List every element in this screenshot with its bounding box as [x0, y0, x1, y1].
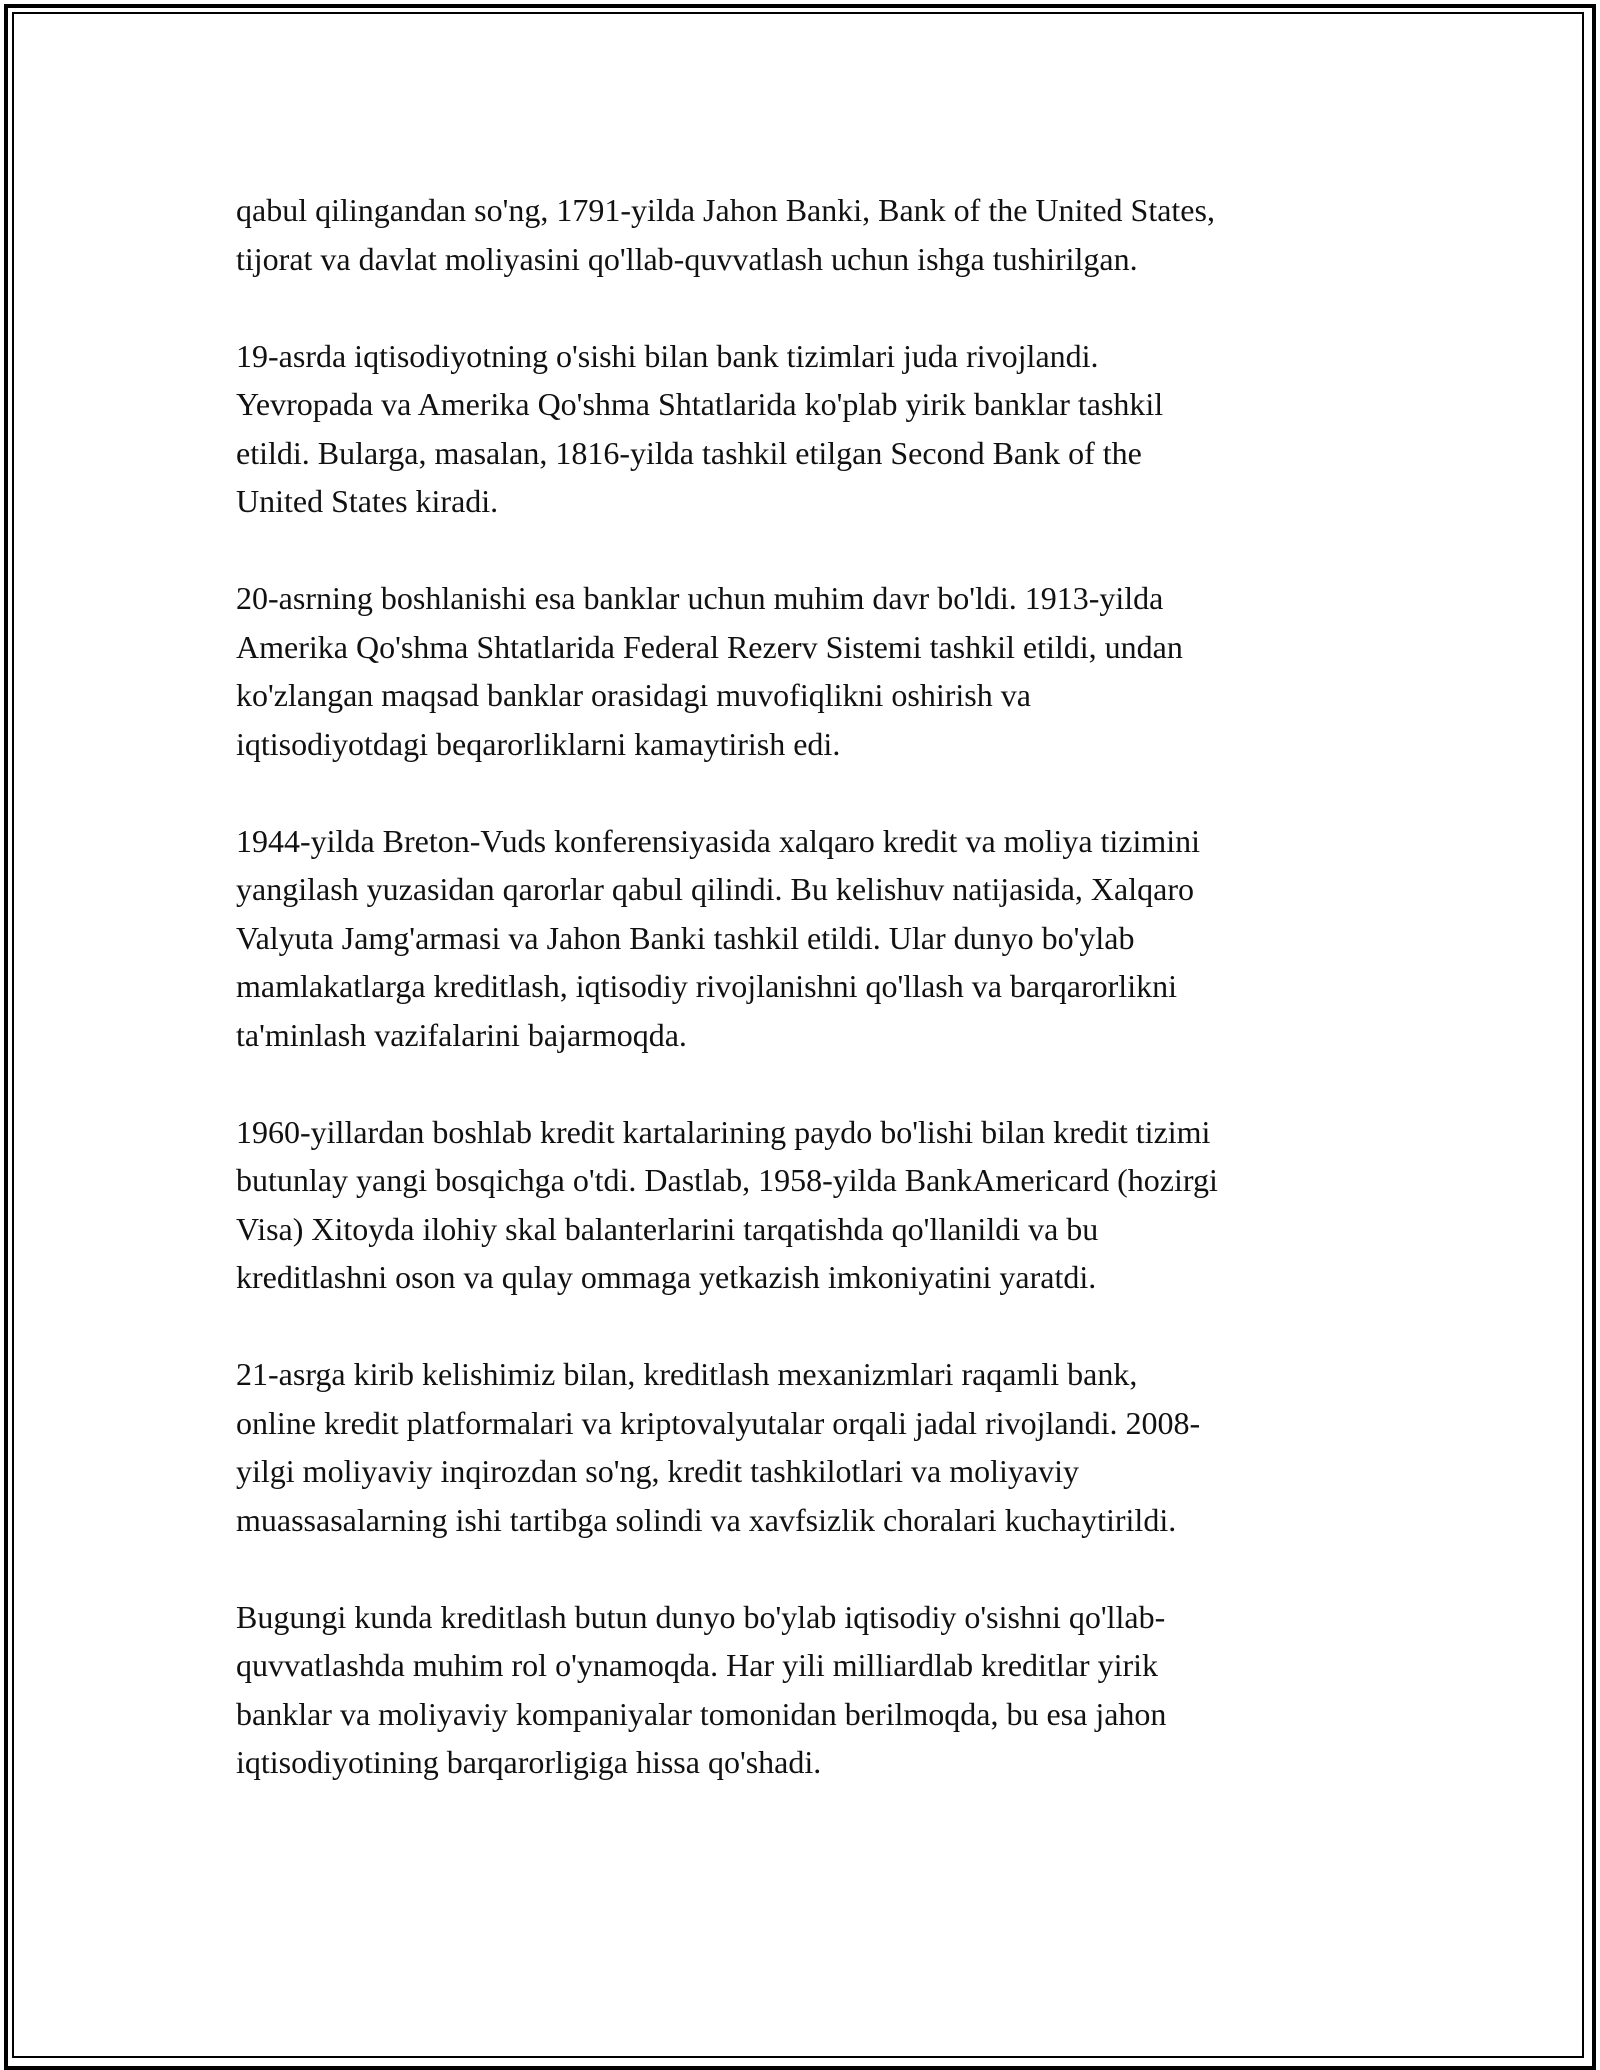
paragraph-6: 21-asrga kirib kelishimiz bilan, kreditlash mexanizmlari raqamli bank, online kredit platformalari va kriptovalyutalar orqali jadal rivojlandi. 2008- yilgi moliyaviy inqirozdan so'ng, kredit tashkilotlari va moliyaviy muassasalarning ishi tartibga solindi va xavfsizlik choralari kuchaytirildi.: [236, 1356, 1201, 1538]
document-body: [236, 186, 1376, 1835]
paragraph-3: 20-asrning boshlanishi esa banklar uchun muhim davr bo'ldi. 1913-yilda Amerika Qo'shma Shtatlarida Federal Rezerv Sistemi tashkil etildi, undan ko'zlangan maqsad banklar orasidagi muvofiqlikni oshirish va iqtisodiyotdagi beqarorliklarni kamaytirish edi.: [236, 580, 1183, 762]
paragraph-2: 19-asrda iqtisodiyotning o'sishi bilan bank tizimlari juda rivojlandi. Yevropada va Amerika Qo'shma Shtatlarida ko'plab yirik banklar tashkil etildi. Bularga, masalan, 1816-yilda tashkil etilgan Second Bank of the United States kiradi.: [236, 337, 1164, 519]
paragraph-1: qabul qilingandan so'ng, 1791-yilda Jahon Banki, Bank of the United States, tijorat va davlat moliyasini qo'llab-quvvatlash uchun ishga tushirilgan.: [236, 192, 1215, 277]
paragraph-5: 1960-yillardan boshlab kredit kartalarining paydo bo'lishi bilan kredit tizimi butunlay yangi bosqichga o'tdi. Dastlab, 1958-yilda BankAmericard (hozirgi Visa) Xitoyda ilohiy skal balanterlarini tarqatishda qo'llanildi va bu kreditlashni oson va qulay ommaga yetkazish imkoniyatini yaratdi.: [236, 1113, 1218, 1295]
paragraph-4: 1944-yilda Breton-Vuds konferensiyasida xalqaro kredit va moliya tizimini yangilash yuzasidan qarorlar qabul qilindi. Bu kelishuv natijasida, Xalqaro Valyuta Jamg'armasi va Jahon Banki tashkil etildi. Ular dunyo bo'ylab mamlakatlarga kreditlash, iqtisodiy rivojlanishni qo'llash va barqarorlikni ta'minlash vazifalarini bajarmoqda.: [236, 822, 1201, 1053]
paragraph-7: Bugungi kunda kreditlash butun dunyo bo'ylab iqtisodiy o'sishni qo'llab- quvvatlashda muhim rol o'ynamoqda. Har yili milliardlab kreditlar yirik banklar va moliyaviy kompaniyalar tomonidan berilmoqda, bu esa jahon iqtisodiyotining barqarorligiga hissa qo'shadi.: [236, 1598, 1167, 1780]
